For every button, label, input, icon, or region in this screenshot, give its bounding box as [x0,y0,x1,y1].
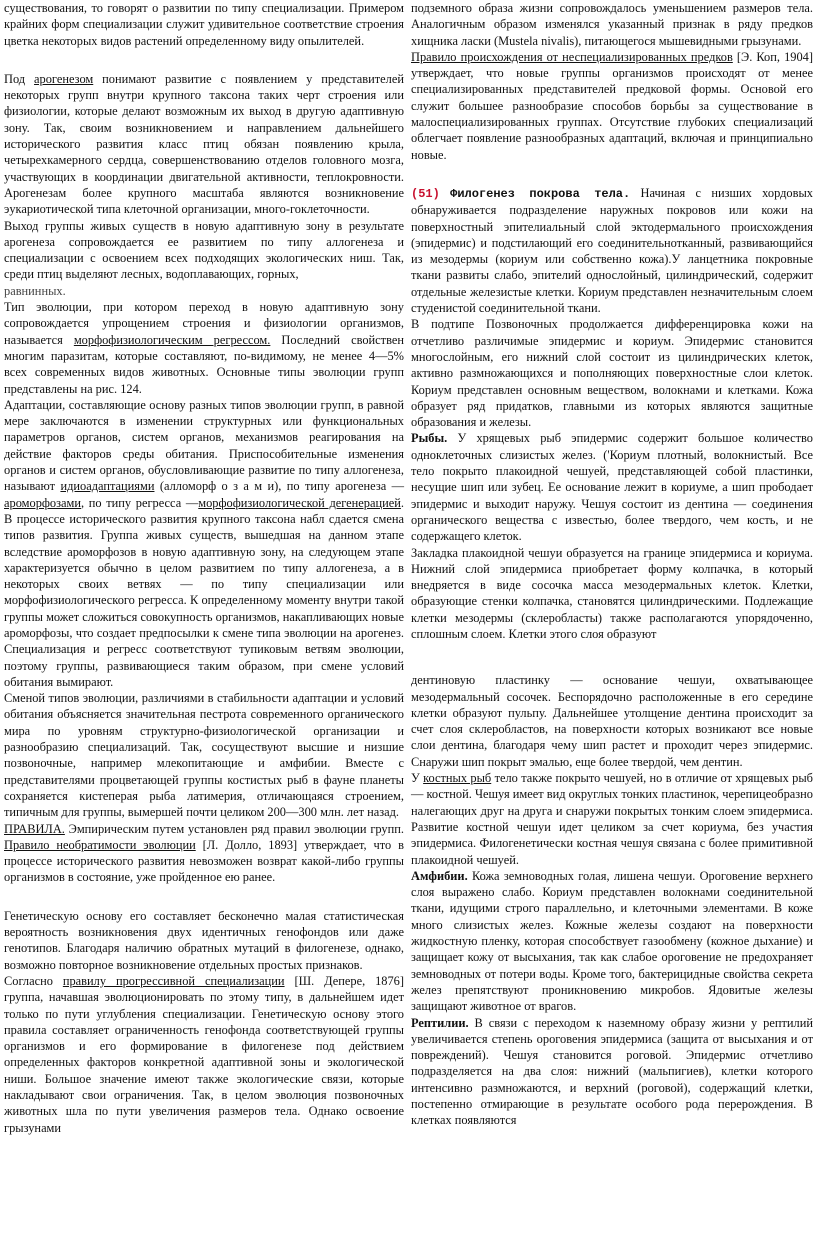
paragraph-gap [411,642,813,672]
heading-fish: Рыбы. [411,431,448,446]
term-arogenesis: арогенезом [34,71,94,86]
paragraph-bony-fish: У костных рыб тело также покрыто чешуей, но в отличие от хрящевых рыб — костной. Чешуя имеет вид округлых тонких пластинок, черепицеобразно налегающих друг на друга и снаружи покрытых тонким слоем эпидермиса. Развитие костной чешуи идет целиком за счет кориума, без участия эпидермиса. Филогенетически костная чешуя связана с более примитивной плакоидной чешуей. [411,771,813,867]
paragraph-fish: Рыбы. У хрящевых рыб эпидермис содержит большое количество одноклеточных слизистых желез. ('Кориум плотный, волокнистый. Все тело покрыто плакоидной чешуей, представляющей собой пластинки, несущие шип или зубец. Ее основание лежит в кориуме, а шип прободает эпидермис и выходит наружу. Чешуя состоит из дентина — соединения органического вещества с известью, более твердого, чем кость, и не содержащего клеток. [411,431,813,544]
heading-rules: ПРАВИЛА. [4,821,65,836]
paragraph-adaptations: Адаптации, составляющие основу разных типов эволюции групп, в равной мере заключаются в изменении структурных или функциональных параметров органов, систем органов, механизмов реагирования на действие факторов среды обитания. Приспособительные изменения органов и систем органов, обусловливающие развитие по типу аллогенеза, называют идиоадаптациями (алломорф о з а м и), по типу арогенеза — ароморфозами, по типу регресса —морфофизиологической дегенерацией. В процессе исторического развития крупного таксона набл сдается смена типов развития. Группа живых существ, вышедшая на данном этапе вследствие ароморфозов в новую адаптивную зону, на следующем этапе характеризуется обычно в целом развитием по типу аллогенеза, а в некоторых своих ветвях — по типу специализации или морфофизиологического регресса. К определенному моменту внутри такой группы может сложиться совокупность организмов, накапливающих новые ароморфозы, что создает предпосылки к смене типа эволюции на арогенез. Специализация и регресс соответствуют тупиковым ветвям эволюции, поэтому группы, развивающиеся таким образом, при смене условий обитания вымирают. [4,397,404,689]
term-idioadaptations: идиоадаптациями [60,479,155,494]
paragraph-amphibians: Амфибии. Кожа земноводных голая, лишена чешуи. Ороговение верхнего слоя выражено слабо. Кориум представлен волокнами соединительной ткани, идущими строго параллельно, и клеточными элементами. В коже много слизистых желез. Кожные железы создают на поверхности жидкостную пленку, которая способствует газообмену (кожное дыхание) и защищает кожу от высыхания, так как слабое ороговение не предохраняет земноводных от потери воды. Кроме того, бактерицидные свойства секрета желез препятствуют проникновению микробов. Ядовитые железы защищают животное от врагов. [411,868,813,1014]
left-column [4,0,404,1136]
paragraph-adaptive-zone-tail: равнинных. [4,283,66,298]
rule-progressive-specialization: правилу прогрессивной специализации [62,973,285,988]
rule-unspecialized-ancestors: Правило происхождения от неспециализированных предков [411,49,733,64]
section-title-skin: Филогенез покрова тела. [450,186,631,201]
paragraph-specialization-end: существования, то говорят о развитии по типу специализации. Примером крайних форм специализации служит удивительное соответствие строения цветка некоторых видов растений определенному виду опылителей. [4,1,404,48]
paragraph-rodents: подземного образа жизни сопровождалось уменьшением размеров тела. Аналогичным образом изменялся указанный признак в ряду предков хищника ласки (Mustela nivalis), питающегося мышевидными грызунами. [411,1,813,48]
term-aromorphoses: ароморфозами [4,495,81,510]
paragraph-unspecialized-ancestors: Правило происхождения от неспециализированных предков [Э. Коп, 1904] утверждает, что новые группы организмов происходят от менее специализированных представителей предковой формы. Основой его служит большее разнообразие способов борьбы за существование в малоспециализированных группах. Отсутствие глубоких специализаций облегчает появление разнообразных адаптаций, включая и принципиально новые. [411,49,813,162]
section-number: (51) [411,186,440,201]
term-morphophysiological-regress: морфофизиологическим регрессом. [73,332,271,347]
paragraph-rules: ПРАВИЛА. Эмпирическим путем установлен ряд правил эволюции групп. Правило необратимости эволюции [Л. Долло, 1893] утверждает, что в процессе исторического развития невозможен возврат какой-либо группы организмов в состояние, уже пройденное ею ранее. [4,821,404,885]
paragraph-gap [4,886,404,908]
paragraph-arogenesis: Под арогенезом понимают развитие с появлением у представителей некоторых групп внутри крупного таксона таких черт строения или физиологии, которые делают возможным их выход в другую адаптивную зону. Так, своим возникновением и направлением дальнейшего исторического развития класс птиц обязан появлению крыла, четырехкамерного сердца, совершенствованию отделов головного мозга, участвующих в координации двигательной активности, теплокровности. Арогенезам более крупного масштаба являются возникновение эукариотической типа клеточной организации, много-гоклеточности. [4,71,404,217]
paragraph-regress: Тип эволюции, при котором переход в новую адаптивную зону сопровождается упрощением строения и физиологии организмов, называется морфофизиологическим регрессом. Последний свойствен многим паразитам, которые составляют, по-видимому, не менее 4—5% всех современных видов животных. Основные типы эволюции групп представлены на рис. 124. [4,300,405,396]
paragraph-placoid-scale: Закладка плакоидной чешуи образуется на границе эпидермиса и кориума. Нижний слой эпидермиса приобретает форму колпачка, в который внедряется в виде сосочка масса мезодермальных клеток. Клетки, образующие стенки колпачка, становятся цилиндрическими. Подлежащие клетки мезодермы (склеробласты) также располагаются упорядоченно, сплошным слоем. Клетки этого слоя образуют [411,545,813,641]
paragraph-genetic-basis: Генетическую основу его составляет бесконечно малая статистическая вероятность возникновения двух идентичных генофондов или даже генотипов. Благодаря наличию обратных мутаций в филогенезе, однако, возможно повторное возникновение отдельных простых признаков. [4,908,404,972]
paragraph-diversity: Сменой типов эволюции, различиями в стабильности адаптации и условий обитания объясняется значительная пестрота современного органического мира по уровням структурно-физиологической организации и разнообразию специализаций. Так, сосуществуют высшие и низшие позвоночные, например млекопитающие и амфибии. Вместе с представителями процветающей группы костистых рыб в фауне планеты сохраняется кистеперая рыба латимерия, отличающаяся строением, типичным для группы, вымершей почти целиком 200—300 млн. лет назад. [4,691,404,820]
paragraph-gap [411,163,813,185]
paragraph-skin-phylogenesis: (51) Филогенез покрова тела. Начиная с низших хордовых обнаруживается подразделение наружных покровов или кожи на поверхностный эпителиальный слой эктодермального происхождения (эпидермис) и подстилающий его соединительнотканный, развивающийся из мезодермы (кориум или собственно кожа).У ланцетника покровные ткани развиты слабо, эпителий однослойный, цилиндрический, содержит отдельные железистые клетки. Кориум представлен незначительным слоем студенистой соединительной ткани. [411,185,813,316]
heading-reptiles: Рептилии. [411,1015,469,1030]
heading-amphibians: Амфибии. [411,868,468,883]
term-degeneration: морфофизиологической дегенерацией [198,495,401,510]
paragraph-gap [4,49,404,71]
rule-irreversibility: Правило необратимости эволюции [4,837,196,852]
paragraph-progressive-specialization: Согласно правилу прогрессивной специализации [Ш. Депере, 1876] группа, начавшая эволюционировать по этому типу, в дальнейшем идет только по пути углубления специализации. Генетическую основу этого правила составляет ограниченность генофонда соответствующей группы организмов и его формирование в филогенезе под действием определенных факторов конкретной адаптивной зоны и экологической ниши. Большое значение имеют также экологические связи, которые накладывают свои ограничения. Так, в целом эволюция позвоночных животных шла по пути увеличения размеров тела. Однако освоение грызунами [4,973,405,1135]
term-bony-fish: костных рыб [423,771,492,786]
paragraph-dentine: дентиновую пластинку — основание чешуи, охватывающее мезодермальный сосочек. Беспорядочно расположенные в его середине клетки образуют пульпу. Дальнейшее утолщение дентина происходит за счет слоя склеробластов, на поверхности которых возникают все новые слои дентина, благодаря чему шип растет и проходит через эпидермис. Снаружи шип покрыт эмалью, еще более твердой, чем дентин. [411,673,813,769]
paragraph-adaptive-zone: Выход группы живых существ в новую адаптивную зону в результате арогенеза сопровождается ее развитием по типу аллогенеза и специализации с освоением всех подходящих экологических ниш. Так, среди птиц выделяют лесных, водоплавающих, горных, [4,218,404,282]
paragraph-reptiles: Рептилии. В связи с переходом к наземному образу жизни у рептилий увеличивается степень ороговения эпидермиса (защита от высыхания и от повреждений). Чешуя становится роговой. Эпидермис отчетливо подразделяется на два слоя: нижний (мальпигиев), клетки которого интенсивно размножаются, и верхний (роговой), содержащий клетки, постепенно отмирающие в результате особого рода перерождения. В клетках появляются [411,1015,813,1128]
right-column [411,0,813,1129]
paragraph-vertebrates: В подтипе Позвоночных продолжается дифференцировка кожи на отчетливо различимые эпидермис и кориум. Эпидермис становится многослойным, его нижний слой состоит из цилиндрических клеток, активно размножающихся и пополняющих поверхностные слои клеток. Кориум представлен основным веществом, волокнами и клетками. Кожа образует ряд придатков, главными из которых являются защитные образования и железы. [411,317,813,430]
